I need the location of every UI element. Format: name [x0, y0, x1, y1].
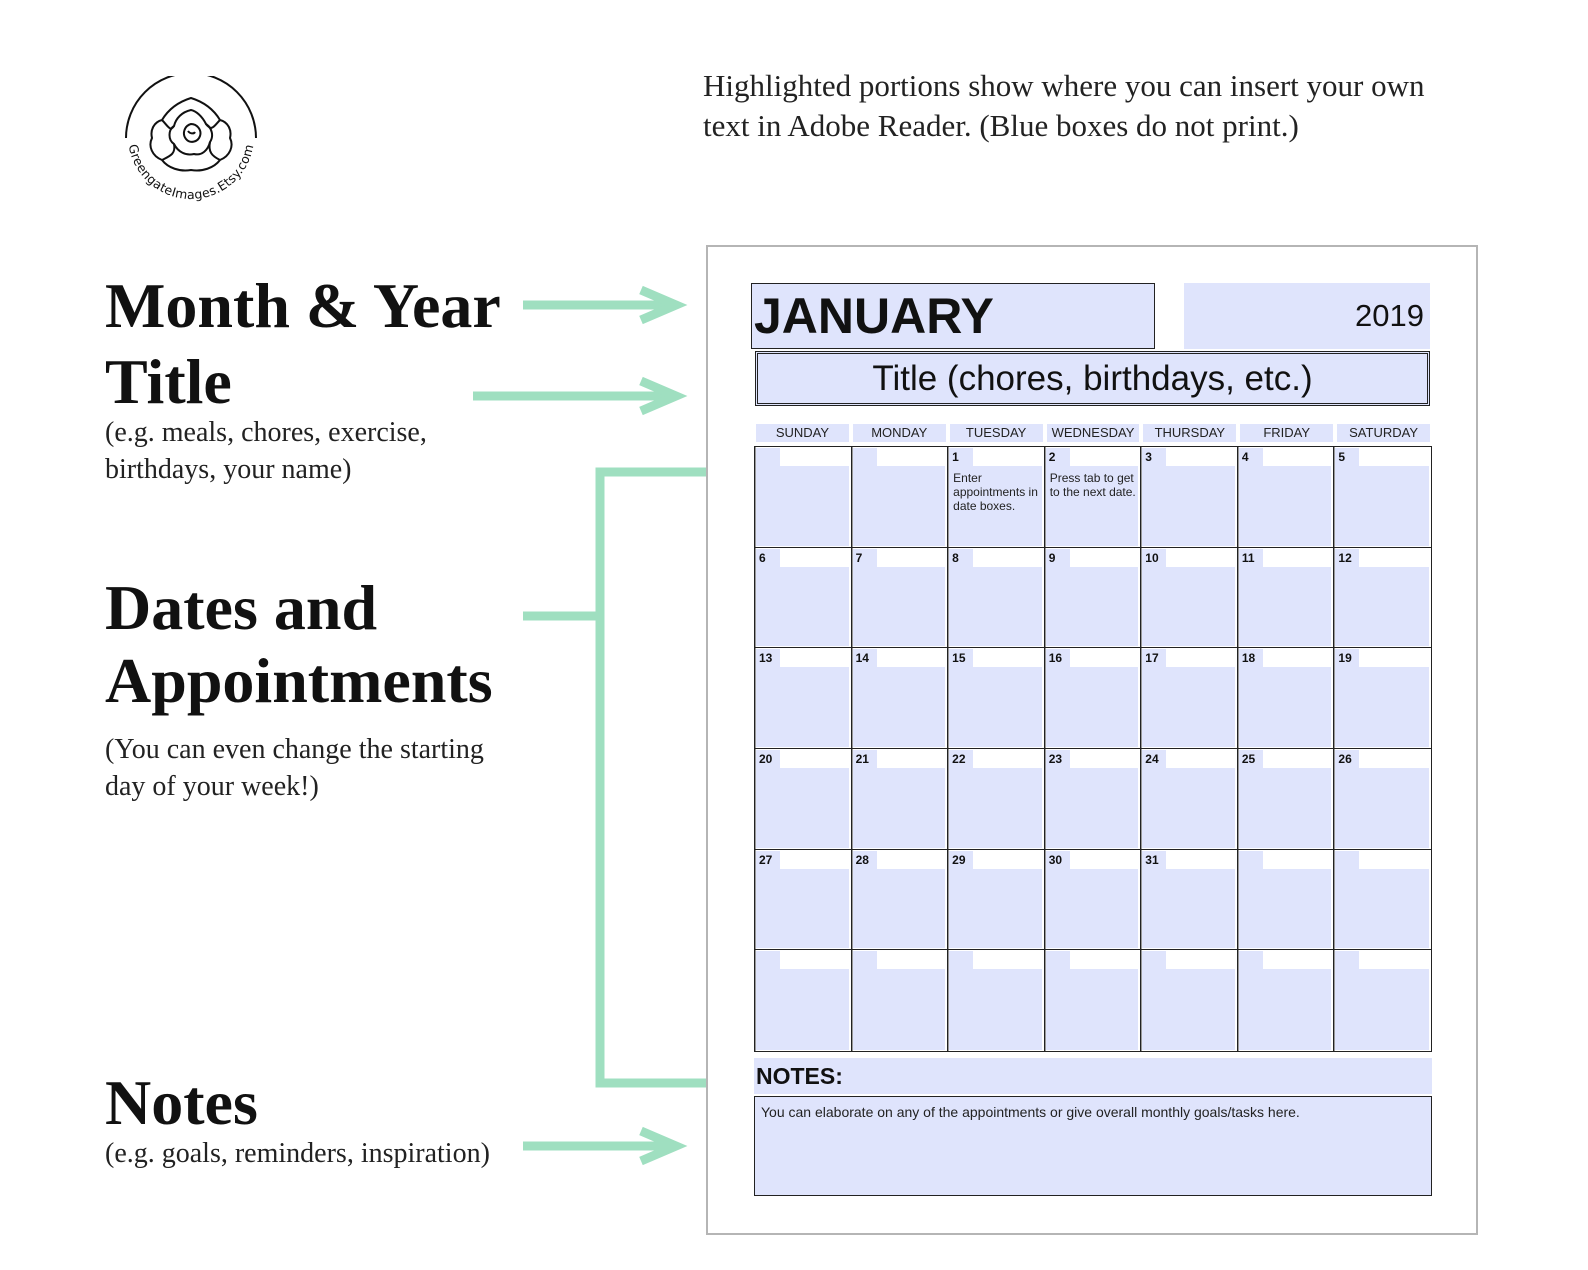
date-number: 13 — [759, 651, 773, 666]
appointment-field[interactable] — [1239, 969, 1332, 1050]
date-number: 22 — [952, 751, 966, 766]
title-arrow-icon — [473, 381, 676, 411]
date-number-field[interactable] — [1142, 951, 1166, 969]
year-field[interactable]: 2019 — [1184, 283, 1430, 349]
date-cell[interactable] — [1045, 749, 1142, 850]
appointments-label: Appointments — [105, 645, 493, 716]
date-cell[interactable] — [948, 447, 1045, 548]
date-cell[interactable] — [1334, 447, 1431, 548]
date-number: 30 — [1048, 852, 1063, 867]
date-cell[interactable] — [948, 648, 1045, 749]
date-cell[interactable] — [1045, 850, 1142, 951]
date-number-field[interactable] — [1335, 549, 1359, 567]
date-cell[interactable] — [1045, 648, 1142, 749]
appointment-field[interactable] — [949, 969, 1042, 1050]
date-number-field[interactable] — [1046, 750, 1070, 768]
date-cell[interactable] — [1238, 749, 1335, 850]
appointment-text: Enter appointments in date boxes. — [953, 471, 1038, 513]
date-number: 7 — [855, 550, 863, 565]
date-number: 9 — [1048, 550, 1056, 565]
date-number: 21 — [855, 751, 869, 766]
appointment-field[interactable] — [853, 869, 946, 949]
date-number-field[interactable] — [1335, 851, 1359, 869]
appointment-field[interactable] — [1335, 768, 1429, 848]
appointment-field[interactable] — [756, 869, 849, 949]
date-number-field[interactable] — [949, 951, 973, 969]
date-cell[interactable] — [948, 548, 1045, 649]
date-number-field[interactable] — [949, 448, 973, 466]
date-number: 12 — [1338, 550, 1352, 565]
appointment-field[interactable] — [1142, 768, 1235, 848]
appointment-field[interactable] — [1142, 466, 1235, 546]
date-number-field[interactable] — [1335, 649, 1359, 667]
dates-label: Dates and — [105, 572, 378, 643]
date-number-field[interactable] — [1239, 448, 1263, 466]
date-number-field[interactable] — [1046, 649, 1070, 667]
appointment-field[interactable] — [756, 567, 849, 647]
appointment-field[interactable] — [1142, 667, 1235, 747]
date-number-field[interactable] — [756, 750, 780, 768]
date-cell[interactable] — [852, 648, 949, 749]
date-cell[interactable] — [755, 548, 852, 649]
date-number-field[interactable] — [853, 750, 877, 768]
date-number-field[interactable] — [949, 750, 973, 768]
month-field[interactable]: JANUARY — [751, 283, 1155, 349]
appointment-field[interactable] — [1046, 969, 1139, 1050]
appointment-field[interactable] — [756, 969, 849, 1050]
weekday-wednesday: WEDNESDAY — [1047, 424, 1140, 442]
appointment-field[interactable] — [1335, 567, 1429, 647]
date-number-field[interactable] — [853, 549, 877, 567]
appointment-field[interactable] — [1335, 869, 1429, 949]
date-cell[interactable] — [852, 749, 949, 850]
date-cell[interactable] — [852, 548, 949, 649]
date-cell[interactable] — [1334, 850, 1431, 951]
date-number-field[interactable] — [853, 851, 877, 869]
date-cell[interactable] — [1334, 548, 1431, 649]
date-number-field[interactable] — [853, 951, 877, 969]
date-cell[interactable] — [1045, 548, 1142, 649]
appointment-field[interactable] — [1046, 768, 1139, 848]
date-number: 27 — [759, 852, 773, 867]
date-number-field[interactable] — [1046, 549, 1070, 567]
brand-logo — [116, 76, 266, 226]
date-cell[interactable] — [1238, 447, 1335, 548]
appointment-field[interactable] — [853, 969, 946, 1050]
date-number: 15 — [952, 651, 966, 666]
date-cell[interactable] — [1334, 950, 1431, 1051]
date-number: 14 — [855, 651, 869, 666]
date-number: 19 — [1338, 651, 1352, 666]
date-number-field[interactable] — [1142, 750, 1166, 768]
date-number: 10 — [1145, 550, 1159, 565]
date-number: 26 — [1338, 751, 1352, 766]
date-number: 5 — [1338, 450, 1346, 464]
date-number: 17 — [1145, 651, 1159, 666]
date-number-field[interactable] — [1239, 750, 1263, 768]
appointment-field[interactable] — [1142, 969, 1235, 1050]
date-number-field[interactable] — [949, 851, 973, 869]
appointment-field[interactable] — [1046, 869, 1139, 949]
date-number-field[interactable] — [1046, 951, 1070, 969]
date-cell[interactable] — [1238, 850, 1335, 951]
date-number: 20 — [759, 751, 773, 766]
date-cell[interactable] — [948, 850, 1045, 951]
date-number: 3 — [1145, 450, 1152, 464]
title-description: (e.g. meals, chores, exercise, birthdays, your name) — [105, 417, 427, 485]
date-cell[interactable] — [1334, 749, 1431, 850]
appointment-field[interactable] — [949, 667, 1042, 747]
appointment-field[interactable] — [1239, 466, 1332, 546]
appointment-field[interactable] — [756, 768, 849, 848]
appointment-field[interactable] — [1239, 667, 1332, 747]
notes-field[interactable]: You can elaborate on any of the appointments or give overall monthly goals/tasks here. — [754, 1096, 1432, 1196]
weekday-friday: FRIDAY — [1240, 424, 1333, 442]
title-label: Title — [105, 346, 232, 417]
appointment-field[interactable] — [949, 567, 1042, 647]
date-number-field[interactable] — [1239, 549, 1263, 567]
date-cell[interactable] — [1141, 548, 1238, 649]
appointment-field[interactable] — [853, 667, 946, 747]
date-cell[interactable] — [1238, 548, 1335, 649]
date-number-field[interactable] — [756, 448, 780, 466]
appointment-text: Press tab to get to the next date. — [1049, 471, 1136, 499]
calendar-title-field[interactable]: Title (chores, birthdays, etc.) — [755, 351, 1430, 406]
appointment-field[interactable] — [1239, 567, 1332, 647]
date-number-field[interactable] — [1142, 851, 1166, 869]
appointment-field[interactable] — [1046, 567, 1139, 647]
instruction-text: Highlighted portions show where you can insert your own text in Adobe Reader. (Blue boxes do not print.) — [703, 68, 1425, 143]
date-cell[interactable] — [1238, 950, 1335, 1051]
weekday-saturday: SATURDAY — [1337, 424, 1430, 442]
date-number-field[interactable] — [853, 649, 877, 667]
date-cell[interactable] — [1045, 447, 1142, 548]
appointment-field[interactable] — [756, 667, 849, 747]
weekday-sunday: SUNDAY — [756, 424, 849, 442]
date-number-field[interactable] — [1239, 951, 1263, 969]
date-cell[interactable] — [1334, 648, 1431, 749]
date-number: 18 — [1241, 651, 1256, 666]
appointment-field[interactable] — [853, 567, 946, 647]
date-number: 2 — [1048, 450, 1056, 464]
month-year-label: Month & Year — [105, 270, 501, 341]
weekday-monday: MONDAY — [853, 424, 946, 442]
appointment-field[interactable] — [1142, 567, 1235, 647]
appointment-field[interactable] — [1239, 768, 1332, 848]
date-number: 29 — [952, 852, 966, 867]
date-cells — [754, 446, 1432, 1052]
date-number-field[interactable] — [1335, 951, 1359, 969]
date-cell[interactable] — [1141, 447, 1238, 548]
date-number-field[interactable] — [756, 851, 780, 869]
date-number: 24 — [1145, 751, 1159, 766]
date-number-field[interactable] — [756, 649, 780, 667]
date-number-field[interactable] — [949, 549, 973, 567]
appointment-field[interactable] — [1239, 869, 1332, 949]
date-number-field[interactable] — [1239, 851, 1263, 869]
appointment-field[interactable] — [1335, 667, 1429, 747]
dates-bracket-icon — [523, 472, 706, 1083]
date-number-field[interactable] — [1335, 448, 1359, 466]
appointment-field[interactable] — [1046, 667, 1139, 747]
appointment-field[interactable] — [949, 768, 1042, 848]
date-number: 23 — [1048, 751, 1063, 766]
date-number-field[interactable] — [1335, 750, 1359, 768]
date-cell[interactable] — [948, 950, 1045, 1051]
date-number: 28 — [855, 852, 869, 867]
date-cell[interactable] — [948, 749, 1045, 850]
appointment-field[interactable] — [1142, 869, 1235, 949]
date-number-field[interactable] — [756, 951, 780, 969]
rose-icon — [150, 98, 231, 171]
date-number: 16 — [1048, 651, 1063, 666]
date-number-field[interactable] — [1142, 549, 1166, 567]
logo-text — [126, 142, 257, 202]
appointment-field[interactable] — [949, 869, 1042, 949]
date-cell[interactable] — [1141, 749, 1238, 850]
date-cell[interactable] — [1141, 950, 1238, 1051]
logo-text-path: GreengateImages.Etsy.com — [125, 142, 257, 203]
date-number-field[interactable] — [1046, 851, 1070, 869]
date-cell[interactable] — [755, 850, 852, 951]
date-number: 4 — [1241, 450, 1249, 464]
notes-description: (e.g. goals, reminders, inspiration) — [105, 1138, 490, 1169]
date-number-field[interactable] — [1142, 448, 1166, 466]
date-cell[interactable] — [755, 447, 852, 548]
appointment-field[interactable] — [853, 768, 946, 848]
appointment-field[interactable] — [1335, 969, 1429, 1050]
notes-label: Notes — [105, 1067, 258, 1138]
date-number: 6 — [759, 550, 766, 565]
date-number-field[interactable] — [853, 448, 877, 466]
date-number-field[interactable] — [1239, 649, 1263, 667]
date-number: 31 — [1145, 852, 1159, 867]
date-number-field[interactable] — [949, 649, 973, 667]
date-cell[interactable] — [1045, 950, 1142, 1051]
date-cell[interactable] — [852, 447, 949, 548]
date-cell[interactable] — [755, 648, 852, 749]
date-cell[interactable] — [1141, 648, 1238, 749]
notes-heading: NOTES: — [754, 1058, 1432, 1094]
date-cell[interactable] — [852, 850, 949, 951]
date-number-field[interactable] — [756, 549, 780, 567]
notes-arrow-icon — [523, 1131, 676, 1161]
date-number-field[interactable] — [1142, 649, 1166, 667]
date-cell[interactable] — [1141, 850, 1238, 951]
date-cell[interactable] — [1238, 648, 1335, 749]
date-cell[interactable] — [852, 950, 949, 1051]
date-number: 1 — [952, 450, 959, 464]
appointment-field[interactable] — [756, 466, 849, 546]
date-cell[interactable] — [755, 950, 852, 1051]
appointment-field[interactable] — [853, 466, 946, 546]
date-number: 25 — [1241, 751, 1256, 766]
date-number: 8 — [952, 550, 959, 565]
month-arrow-icon — [523, 290, 676, 320]
date-cell[interactable] — [755, 749, 852, 850]
date-number: 11 — [1241, 550, 1255, 565]
dates-description: (You can even change the starting day of your week!) — [105, 734, 484, 802]
date-number-field[interactable] — [1046, 448, 1070, 466]
weekday-tuesday: TUESDAY — [950, 424, 1043, 442]
weekday-thursday: THURSDAY — [1143, 424, 1236, 442]
appointment-field[interactable] — [1335, 466, 1429, 546]
